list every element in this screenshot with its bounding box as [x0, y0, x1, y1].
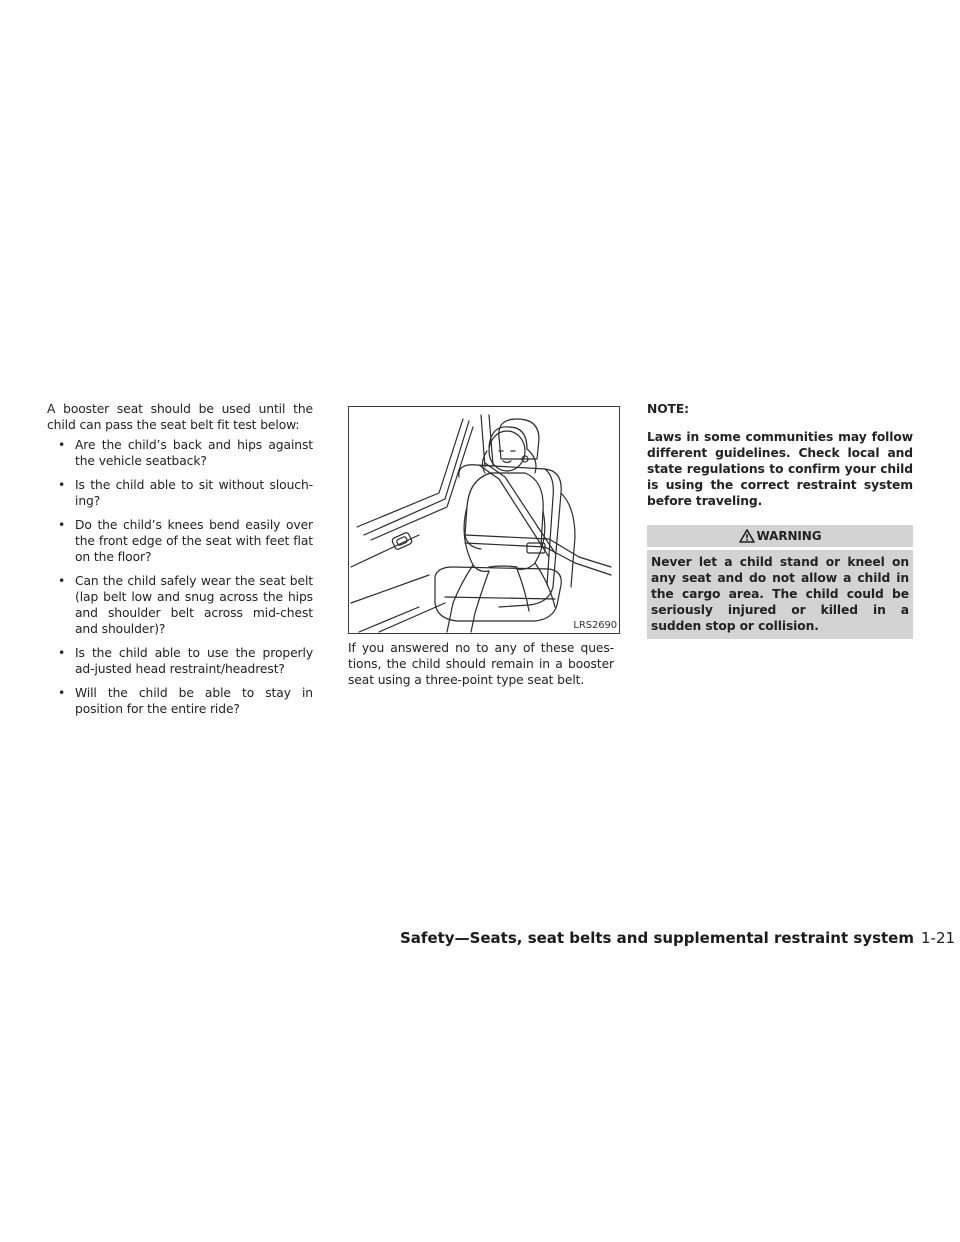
note-title: NOTE:	[647, 402, 689, 416]
list-item: • Are the child’s back and hips against the vehicle seatback?	[47, 437, 313, 469]
booster-result-paragraph: If you answered no to any of these ques-tions, the child should remain in a booster seat using a three-point type seat belt.	[348, 641, 614, 687]
child-in-booster-seat-drawing	[349, 407, 619, 633]
footer-section-title: Safety—Seats, seat belts and supplemental restraint system	[400, 929, 914, 947]
list-item: • Do the child’s knees bend easily over the front edge of the seat with feet flat on the floor?	[47, 517, 313, 565]
list-item: • Is the child able to sit without slouch-ing?	[47, 477, 313, 509]
list-item: • Will the child be able to stay in position for the entire ride?	[47, 685, 313, 717]
fit-test-list	[47, 437, 313, 717]
warning-icon	[739, 529, 755, 543]
right-column	[647, 401, 913, 639]
note-body: Laws in some communities may follow different guidelines. Check local and state regulations to confirm your child is using the correct restraint system before traveling.	[647, 430, 913, 508]
warning-body: Never let a child stand or kneel on any seat and do not allow a child in the cargo area. The child could be seriously injured or killed in a sudden stop or collision.	[647, 550, 913, 639]
page-footer	[400, 928, 956, 947]
booster-seat-illustration	[348, 406, 620, 634]
warning-title: WARNING	[756, 529, 822, 543]
middle-column	[348, 401, 617, 688]
intro-paragraph: A booster seat should be used until the child can pass the seat belt fit test below:	[47, 402, 313, 432]
list-item: • Is the child able to use the properly ad-justed head restraint/headrest?	[47, 645, 313, 677]
figure-code: LRS2690	[573, 620, 617, 631]
page-number: 1-21	[920, 929, 956, 947]
list-item: • Can the child safely wear the seat belt (lap belt low and snug across the hips and shoulder belt across mid-chest and shoulder)?	[47, 573, 313, 637]
left-column	[47, 401, 313, 725]
warning-header	[647, 525, 913, 547]
